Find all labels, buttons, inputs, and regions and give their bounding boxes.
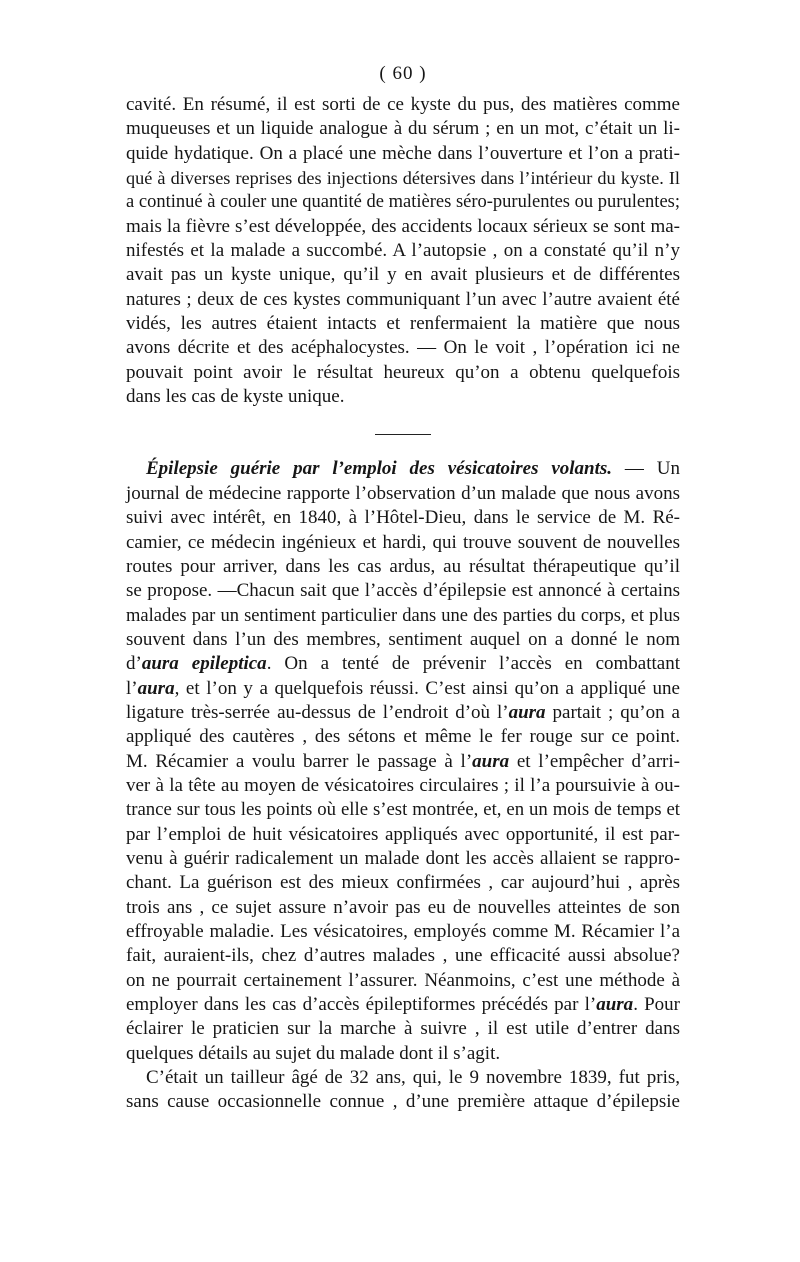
text-line: effroyable maladie. Les vésicatoires, employés comme M. Récamier l’a	[126, 921, 680, 942]
italic-term: epileptica	[191, 653, 267, 675]
italic-term: aura	[508, 701, 546, 723]
text-run: M. Récamier a voulu barrer le passage à l’	[126, 750, 473, 772]
text-line: trois ans , ce sujet assure n’avoir pas eu de nouvelles atteintes de son	[126, 896, 680, 918]
paragraph-kyste	[126, 93, 680, 409]
italic-term: aura	[137, 677, 175, 699]
italic-term: aura	[472, 750, 510, 772]
text-run: partait ; qu’on a	[545, 701, 680, 723]
text-line: malades par un sentiment particulier dans une des parties du corps, et plus	[126, 605, 680, 626]
text-run: , et l’on y a quelquefois réussi. C’est ainsi qu’on a appliqué une	[174, 677, 680, 699]
text-line: natures ; deux de ces kystes communiquant l’un avec l’autre avaient été	[126, 288, 680, 310]
text-line	[126, 652, 680, 676]
text-line: dans les cas de kyste unique.	[126, 386, 345, 408]
document-page	[126, 62, 680, 1115]
text-line: souvent dans l’un des membres, sentiment auquel on a donné le nom	[126, 628, 680, 650]
text-line: a continué à couler une quantité de matières séro-purulentes ou purulentes;	[126, 192, 680, 213]
text-line: chant. La guérison est des mieux confirmées , car aujourd’hui , après	[126, 872, 680, 894]
page-number: ( 60 )	[379, 63, 427, 84]
text-line: cavité. En résumé, il est sorti de ce kyste du pus, des matières comme	[126, 94, 680, 115]
text-line: journal de médecine rapporte l’observation d’un malade que nous avons	[126, 482, 680, 504]
text-run	[179, 653, 192, 674]
text-line: ver à la tête au moyen de vésicatoires circulaires ; il l’a poursuivie à ou-	[126, 774, 680, 796]
section-heading: Épilepsie guérie par l’emploi des vésicatoires volants.	[146, 458, 613, 480]
section-divider	[375, 434, 431, 435]
text-line: camier, ce médecin ingénieux et hardi, qui trouve souvent de nouvelles	[126, 531, 680, 553]
text-run: employer dans les cas d’accès épileptiformes précédés par l’	[126, 994, 597, 1016]
text-line: trance sur tous les points où elle s’est montrée, et, en un mois de temps et	[126, 799, 680, 821]
heading-line-rest: — Un	[612, 458, 680, 480]
text-run: . On a tenté de prévenir l’accès en combattant	[266, 653, 681, 675]
text-run: d’	[126, 653, 142, 675]
text-line: avons décrite et des acéphalocystes. — On le voit , l’opération ici ne	[126, 337, 680, 359]
text-line	[126, 750, 680, 774]
text-line: C’était un tailleur âgé de 32 ans, qui, le 9 novembre 1839, fut pris,	[146, 1067, 680, 1089]
heading-line	[126, 457, 680, 481]
italic-term: aura	[141, 653, 179, 675]
text-line: fait, auraient-ils, chez d’autres malades , une efficacité aussi absolue?	[126, 945, 680, 967]
text-line: pouvait point avoir le résultat heureux qu’on a obtenu quelquefois	[126, 361, 680, 383]
text-line: par l’emploi de huit vésicatoires appliqués avec opportunité, il est par-	[126, 823, 680, 845]
text-line: nifestés et la malade a succombé. A l’autopsie , on a constaté qu’il n’y	[126, 240, 680, 262]
text-line: sans cause occasionnelle connue , d’une première attaque d’épilepsie	[126, 1091, 680, 1113]
text-line	[126, 993, 680, 1017]
text-line: quelques détails au sujet du malade dont il s’agit.	[126, 1042, 501, 1064]
text-line: routes pour arriver, dans les cas ardus, au résultat thérapeutique qu’il	[126, 555, 680, 577]
text-line: éclairer le praticien sur la marche à suivre , il est utile d’entrer dans	[126, 1018, 680, 1040]
italic-term: aura	[596, 994, 634, 1016]
text-line: avait pas un kyste unique, qu’il y en avait plusieurs et de différentes	[126, 264, 680, 286]
text-line: appliqué des cautères , des sétons et même le fer rouge sur ce point.	[126, 726, 680, 748]
text-line: mais la fièvre s’est développée, des accidents locaux sérieux se sont ma-	[126, 215, 680, 237]
text-line: vidés, les autres étaient intacts et renfermaient la matière que nous	[126, 313, 680, 335]
text-line: qué à diverses reprises des injections détersives dans l’intérieur du kyste. Il	[126, 168, 680, 189]
text-line: venu à guérir radicalement un malade dont les accès allaient se rappro-	[126, 847, 680, 869]
text-line	[126, 677, 680, 701]
text-line: se propose. —Chacun sait que l’accès d’épilepsie est annoncé à certains	[126, 580, 680, 602]
text-line	[126, 701, 680, 725]
paragraph-tailleur	[126, 1066, 680, 1115]
text-line: suivi avec intérêt, en 1840, à l’Hôtel-Dieu, dans le service de M. Ré-	[126, 507, 680, 529]
text-run: . Pour	[633, 994, 680, 1016]
paragraph-epilepsie	[126, 457, 680, 1066]
text-line: quide hydatique. On a placé une mèche dans l’ouverture et l’on a prati-	[126, 142, 680, 164]
text-run: ligature très-serrée au-dessus de l’endroit d’où l’	[126, 701, 509, 723]
text-line: on ne pourrait certainement l’assurer. Néanmoins, c’est une méthode à	[126, 969, 680, 991]
text-run: et l’empêcher d’arri-	[509, 750, 680, 772]
text-line: muqueuses et un liquide analogue à du sérum ; en un mot, c’était un li-	[126, 118, 680, 140]
text-run: l’	[126, 677, 138, 699]
